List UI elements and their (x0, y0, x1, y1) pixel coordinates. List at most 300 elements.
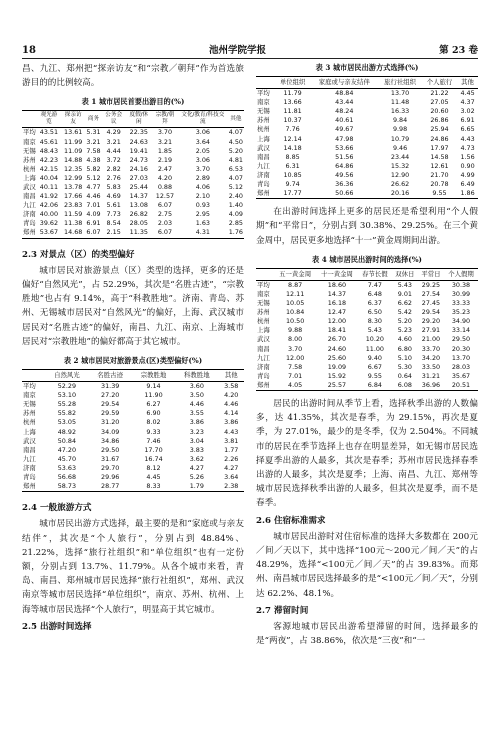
table-cell: 3.70 (157, 128, 173, 137)
table-row (256, 189, 478, 199)
table-cell: 24.60 (327, 344, 347, 353)
table-cell: 11.48 (390, 98, 410, 107)
table-cell: 8.33 (132, 482, 175, 492)
table-row (22, 174, 244, 183)
table-cell: 5.12 (228, 182, 243, 191)
table-cell: 10.20 (365, 335, 384, 344)
table-cell: 4.60 (397, 335, 412, 344)
volume-label: 第 23 卷 (439, 45, 478, 56)
table-cell: 4.46 (189, 400, 204, 409)
table-cell: 20.60 (430, 107, 449, 116)
table-cell: 14.37 (129, 192, 148, 201)
paragraph: 居民的出游时间从季节上看，选择秋季出游的人数偏多，达 41.35%，其次是春季，为 29.15%，再次是夏季，为 27.01%，最少的是冬季，仅为 2.504%。不同城市的居民在季节选择上也存在明显差异，如无锡市居民选择夏季出游的人最多，其次是春季；苏州市居民选择春季出游的人最多，其次是夏季；上海、南昌、九江、郑州等城市居民选择秋季出游的人最多，但其次是夏季，而不是春季。 (256, 399, 478, 509)
table-cell: 42.15 (39, 164, 59, 173)
table-row (256, 135, 478, 144)
table-cell: 13.08 (129, 201, 148, 210)
table-cell: 24.16 (129, 164, 148, 173)
table-cell: 7.47 (367, 280, 382, 289)
table-cell: 3.06 (195, 128, 210, 137)
paragraph: 在出游时间选择上更多的居民还是希望利用“个人假期”和“平常日”，分别占到 30.38%、29.25%。在三个黄金周中，居民更多地选择“十一”黄金周期间出游。 (256, 207, 478, 246)
table-cell: 33.70 (421, 344, 441, 353)
table-cell: 34.09 (101, 427, 120, 436)
table-cell: 13.78 (64, 182, 83, 191)
table-cell: 九江 (257, 353, 270, 362)
table-cell: 51.56 (335, 152, 354, 161)
table-cell: 3.58 (224, 382, 239, 391)
table-row (22, 219, 244, 228)
column-header: 其他 (457, 77, 478, 89)
table-cell: 29.70 (101, 463, 120, 472)
table-cell: 12.57 (155, 192, 175, 201)
table-cell: 济南 (257, 170, 270, 179)
table-cell: 12.90 (390, 170, 410, 179)
table-cell: 3.86 (189, 418, 204, 427)
table-cell: 南昌 (257, 152, 270, 161)
column-header: 个人旅行 (422, 77, 457, 89)
table-cell: 1.76 (228, 228, 243, 237)
table-cell: 4.50 (228, 137, 243, 146)
section-heading: 2.6 住宿标准需求 (256, 515, 326, 526)
table-row (22, 138, 244, 147)
paragraph: 城市居民出游方式选择，最主要的是和“家庭或与亲友结伴”，其次是“个人旅行”，分别占到 48.84%、21.22%，选择“旅行社组织”和“单位组织”也有一定份额，分别占到 13.7%、11.79%。从各个城市来看，青岛、南昌、郑州城市居民选择“旅行社组织”，郑州、武汉南京等城市居民选择“单位组织”，南京、苏州、杭州、上海等城市居民选择“个人旅行”，明显高于其它城市。 (22, 519, 244, 615)
table-cell: 6.67 (367, 362, 382, 371)
table-cell: 21.22 (430, 89, 449, 98)
table-row (22, 418, 244, 427)
table-cell: 48.84 (335, 89, 354, 98)
table-cell: 南京 (23, 137, 36, 146)
table-cell: 杭州 (257, 125, 270, 134)
table-cell: 苏州 (23, 155, 36, 164)
table-cell: 10.50 (285, 317, 305, 326)
column-header: 度假/休闲 (126, 111, 152, 128)
table-cell: 9.88 (288, 326, 303, 335)
table-cell: 4.05 (274, 381, 316, 391)
table-cell: 平均 (23, 128, 36, 137)
table-cell: 3.50 (189, 391, 204, 400)
table-cell: 4.99 (460, 170, 475, 179)
table-row (22, 228, 244, 238)
table-cell: 7.73 (106, 210, 121, 219)
table-cell: 34.86 (101, 436, 120, 445)
table2-caption: 表 2 城市居民对旅游景点(区)类型偏好(%) (63, 355, 203, 365)
table-cell: 3.86 (224, 418, 239, 427)
table-row (256, 162, 478, 171)
table-cell: 2.85 (228, 219, 243, 228)
table-row (256, 125, 478, 134)
table-cell: 6.84 (358, 381, 392, 391)
table-cell: 12.11 (285, 290, 305, 299)
table-cell: 9.40 (367, 353, 382, 362)
table-cell: 29.54 (421, 308, 441, 317)
table-cell: 6.65 (460, 125, 475, 134)
table-cell: 8.12 (146, 463, 161, 472)
table-cell: 5.82 (86, 164, 101, 173)
table-row (22, 210, 244, 219)
table-row (22, 192, 244, 201)
table-cell: 2.26 (224, 454, 239, 463)
table-cell: 4.07 (228, 173, 243, 182)
column-header: 平常日 (418, 268, 444, 280)
table-row (22, 391, 244, 400)
table-cell: 1.79 (175, 482, 218, 492)
column-header: 观光游览 (37, 111, 61, 128)
table-cell: 11.99 (64, 137, 83, 146)
table-cell: 3.23 (189, 427, 204, 436)
column-header: 其他 (218, 369, 244, 381)
table-cell: 33.14 (451, 326, 471, 335)
table-cell: 9.84 (392, 116, 408, 125)
table-cell: 8.00 (288, 335, 303, 344)
table-cell: 9.55 (422, 189, 457, 199)
table-cell: 4.37 (460, 98, 475, 107)
table-row (256, 116, 478, 125)
table-cell: 29.50 (101, 445, 120, 454)
column-header: 商务 (85, 111, 101, 128)
table-cell: 3.21 (86, 137, 101, 146)
table-cell: 杭州 (23, 164, 36, 173)
table-cell: 2.03 (157, 219, 173, 228)
table-cell: 苏州 (257, 308, 270, 317)
table-cell: 53.67 (37, 228, 61, 238)
table-cell: 11.35 (126, 228, 152, 238)
table-cell: 3.02 (460, 107, 475, 116)
table-row (256, 171, 478, 180)
table-cell: 6.91 (86, 219, 101, 228)
table-cell: 4.20 (157, 173, 173, 182)
table-cell: 40.61 (335, 116, 354, 125)
table-cell: 25.60 (327, 353, 347, 362)
table-cell: 苏州 (23, 409, 36, 418)
table-cell: 武汉 (23, 182, 36, 191)
table1-caption: 表 1 城市居民首要出游目的(%) (81, 97, 185, 107)
table-cell: 23.83 (64, 201, 83, 210)
section-heading: 2.5 出游时间选择 (22, 621, 92, 632)
table-cell: 6.07 (157, 201, 173, 210)
table-header-row (22, 111, 244, 128)
table-cell: 4.29 (106, 128, 121, 137)
table4 (256, 268, 478, 391)
column-header: 五一黄金周 (274, 268, 316, 280)
table-cell: 36.36 (335, 180, 354, 189)
table-cell: 上海 (23, 427, 36, 436)
table-cell: 48.43 (39, 146, 59, 155)
table-cell: 3.60 (189, 382, 204, 391)
table-cell: 5.12 (86, 173, 101, 182)
table-cell: 3.64 (195, 137, 210, 146)
table-cell: 41.92 (39, 192, 59, 201)
column-header: 公务会议 (102, 111, 126, 128)
table-cell: 4.73 (460, 143, 475, 152)
table-cell: 9.01 (397, 290, 412, 299)
table-cell: 4.46 (86, 192, 101, 201)
table-cell: 9.98 (392, 125, 408, 134)
table-cell: 3.64 (224, 472, 239, 481)
table-cell: 12.14 (283, 134, 302, 143)
table-cell: 14.37 (327, 290, 347, 299)
table-cell: 20.30 (451, 344, 471, 353)
table-cell: 4.81 (228, 155, 243, 164)
column-header: 其他 (228, 111, 244, 128)
table-cell: 27.54 (421, 290, 441, 299)
column-header (256, 268, 274, 280)
table-row (256, 345, 478, 354)
column-header: 探亲访友 (61, 111, 85, 128)
table-cell: 3.21 (106, 137, 121, 146)
page-header (22, 40, 478, 59)
table-cell: 7.46 (146, 436, 161, 445)
table1 (22, 110, 244, 238)
table-cell: 1.40 (228, 201, 243, 210)
table-cell: 55.82 (57, 409, 77, 418)
table-header-row (256, 268, 478, 280)
table-row (256, 317, 478, 326)
table-cell: 27.03 (129, 173, 148, 182)
table-cell: 2.19 (157, 155, 173, 164)
table-cell: 58.73 (45, 482, 88, 492)
table-cell: 7.01 (288, 371, 303, 380)
table-cell: 26.70 (327, 335, 347, 344)
table-cell: 7.76 (285, 125, 300, 134)
table-cell: 无锡 (23, 146, 36, 155)
table-cell: 53.10 (57, 391, 77, 400)
table-cell: 24.86 (430, 134, 449, 143)
table-cell: 15.92 (327, 371, 347, 380)
table-cell: 35.67 (451, 371, 471, 380)
table-cell: 10.85 (283, 170, 302, 179)
table-cell: 16.33 (390, 107, 410, 116)
table-cell: 10.05 (285, 299, 305, 308)
table-cell: 5.30 (397, 362, 412, 371)
table-cell: 2.75 (157, 210, 173, 219)
table-cell: 10.84 (285, 308, 305, 317)
column-header: 文化/教育/科技交流 (178, 111, 228, 128)
table-row (256, 335, 478, 344)
table-cell: 4.77 (86, 182, 101, 191)
table-cell: 3.72 (106, 155, 121, 164)
table-cell: 25.94 (430, 125, 449, 134)
table-row (22, 165, 244, 174)
table-cell: 8.87 (288, 280, 303, 289)
table-cell: 40.00 (39, 210, 59, 219)
table-row (256, 98, 478, 107)
table-cell: 13.70 (390, 89, 410, 98)
table-row (22, 183, 244, 192)
table-cell: 13.61 (64, 128, 83, 137)
table-cell: 18.60 (327, 280, 347, 289)
table-cell: 5.61 (106, 201, 121, 210)
table-cell: 1.56 (460, 152, 475, 161)
table-cell: 郑州 (256, 189, 275, 199)
table-cell: 31.39 (101, 382, 120, 391)
table-cell: 20.78 (430, 180, 449, 189)
table-cell: 4.20 (224, 391, 239, 400)
table-cell: 43.44 (335, 98, 354, 107)
table-cell: 郑州 (23, 228, 36, 237)
table-cell: 6.53 (228, 164, 243, 173)
table-cell: 55.28 (57, 400, 77, 409)
table-cell: 23.44 (390, 152, 410, 161)
table-row (22, 382, 244, 392)
table-cell: 34.90 (451, 317, 471, 326)
table3-caption: 表 3 城市居民出游方式选择(%) (315, 63, 419, 72)
column-header: 宗教胜地 (132, 369, 175, 381)
table-cell: 2.40 (228, 192, 243, 201)
table-cell: 2.38 (218, 482, 244, 492)
table-cell: 29.59 (101, 409, 120, 418)
table-cell: 武汉 (257, 143, 270, 152)
table-cell: 7.01 (86, 201, 101, 210)
table-cell: 29.20 (421, 317, 441, 326)
table-cell: 4.38 (86, 155, 101, 164)
table-cell: 2.76 (106, 173, 121, 182)
table-cell: 10.79 (390, 134, 410, 143)
table-cell: 无锡 (257, 107, 270, 116)
table-cell: 42.06 (39, 201, 59, 210)
table-cell: 6.07 (152, 228, 178, 238)
table-cell: 4.44 (106, 146, 121, 155)
table-cell: 4.45 (146, 472, 161, 481)
table-cell: 33.50 (421, 362, 441, 371)
table-cell: 3.81 (224, 436, 239, 445)
table2 (22, 369, 244, 492)
section-heading: 2.3 对景点（区）的类型偏好 (22, 249, 135, 260)
table-cell: 29.54 (101, 400, 120, 409)
table-cell: 郑州 (22, 482, 45, 492)
table-cell: 4.09 (86, 210, 101, 219)
table-cell: 6.49 (460, 180, 475, 189)
table-cell: 35.23 (451, 308, 471, 317)
table-cell: 南京 (257, 98, 270, 107)
table-cell: 9.74 (285, 180, 300, 189)
table-cell: 12.61 (430, 161, 449, 170)
table-cell: 12.99 (64, 173, 83, 182)
table-cell: 济南 (23, 210, 36, 219)
table-cell: 11.59 (64, 210, 83, 219)
table-cell: 11.09 (64, 146, 83, 155)
table-cell: 0.93 (195, 201, 210, 210)
table3 (256, 76, 478, 199)
table-cell: 52.29 (57, 382, 77, 391)
table-cell: 上海 (257, 134, 270, 143)
table-cell: 11.38 (64, 219, 83, 228)
table-cell: 47.98 (335, 134, 354, 143)
column-header: 单位组织 (275, 77, 310, 89)
table-cell: 武汉 (23, 436, 36, 445)
paragraph: 城市居民出游时对住宿标准的选择大多数都在 200元／间／天以下，其中选择“100元～200元／间／天”的占 48.29%，选择“<100元／间／天”的占 39.83%。而郑州、南昌城市居民选择最多的是“<100元／间／天”，分别达 62.2%、48.1%。 (256, 531, 478, 599)
table-cell: 24.63 (129, 137, 148, 146)
table-cell: 53.63 (57, 463, 77, 472)
table-cell: 45.70 (57, 454, 77, 463)
table-cell: 16.74 (144, 454, 163, 463)
table-cell: 6.91 (460, 116, 475, 125)
table-cell: 13.70 (451, 353, 471, 362)
column-header (22, 111, 37, 128)
table-cell: 29.50 (451, 335, 471, 344)
table-cell: 17.97 (430, 143, 449, 152)
table-cell: 6.37 (367, 299, 382, 308)
paragraph: 城市居民对旅游景点（区）类型的选择，更多的还是偏好“自然风光”，占 52.29%，其次是“名胜古迹”，“宗教胜地”也占有 9.14%，高于“科教胜地”。济南、青岛、苏州、无锡城市居民对“自然风光”的偏好，上海、武汉城市居民对“名胜古迹”的偏好，南昌、九江、南京、上海城市居民对“宗教胜地”的偏好都高于其它城市。 (22, 265, 244, 347)
table-row (22, 201, 244, 210)
table-cell: 1.63 (195, 219, 210, 228)
table-cell: 5.20 (228, 146, 243, 155)
table-cell: 8.54 (106, 219, 121, 228)
table-cell: 42.23 (39, 155, 59, 164)
table-cell: 4.27 (224, 463, 239, 472)
table-cell: 青岛 (257, 180, 270, 189)
table-cell: 3.21 (157, 137, 173, 146)
section-heading: 2.4 一般旅游方式 (22, 503, 92, 514)
table-cell: 10.37 (283, 116, 302, 125)
table-cell: 33.33 (451, 299, 471, 308)
table-cell: 4.07 (228, 128, 243, 137)
table-cell: 2.89 (195, 173, 210, 182)
table-cell: 20.51 (444, 381, 478, 391)
table-cell: 0.88 (157, 182, 173, 191)
table-cell: 20.16 (378, 189, 422, 199)
column-header: 旅行社组织 (378, 77, 422, 89)
table-row (22, 482, 244, 492)
page-number: 18 (22, 45, 36, 56)
table-cell: 0.64 (397, 371, 412, 380)
table-cell: 26.82 (129, 210, 148, 219)
table-cell: 5.43 (367, 326, 382, 335)
column-header: 双休日 (392, 268, 418, 280)
table-cell: 5.26 (189, 472, 204, 481)
column-header: 个人假期 (444, 268, 478, 280)
table-row (22, 147, 244, 156)
table-cell: 45.61 (39, 137, 59, 146)
table-cell: 无锡 (23, 400, 36, 409)
table-cell: 6.07 (86, 228, 101, 237)
table-cell: 0.90 (460, 161, 475, 170)
column-header: 自然风光 (45, 369, 88, 381)
column-header: 十一黄金周 (316, 268, 358, 280)
table-cell: 31.21 (421, 371, 441, 380)
table-cell: 28.03 (451, 362, 471, 371)
table-cell: 11.79 (283, 89, 302, 98)
table-cell: 49.56 (335, 170, 354, 179)
table-cell: 3.62 (189, 454, 204, 463)
table-cell: 8.30 (367, 317, 382, 326)
table-row (22, 455, 244, 464)
table-row (22, 409, 244, 418)
table-cell: 南昌 (23, 445, 36, 454)
table-cell: 九江 (257, 161, 270, 170)
table-cell: 5.31 (86, 128, 101, 137)
table-cell: 6.08 (392, 381, 418, 391)
table-cell: 苏州 (257, 116, 270, 125)
table-cell: 34.20 (421, 353, 441, 362)
table-cell: 12.35 (64, 164, 83, 173)
table-row (22, 464, 244, 473)
table-cell: 6.80 (397, 344, 412, 353)
table-cell: 50.66 (310, 189, 378, 199)
table-cell: 6.31 (285, 161, 300, 170)
table-cell: 6.50 (367, 308, 382, 317)
table-cell: 4.69 (106, 192, 121, 201)
table-cell: 53.05 (57, 418, 77, 427)
table-row (22, 446, 244, 455)
table-cell: 8.02 (146, 418, 161, 427)
table-cell: 5.20 (397, 317, 412, 326)
column-header: 春节长假 (358, 268, 392, 280)
table-cell: 30.38 (451, 280, 471, 289)
table-cell: 7.58 (86, 146, 101, 155)
table-cell: 郑州 (256, 381, 274, 391)
table-cell: 济南 (23, 463, 36, 472)
table-cell: 16.18 (327, 299, 347, 308)
table-cell: 14.68 (61, 228, 85, 238)
